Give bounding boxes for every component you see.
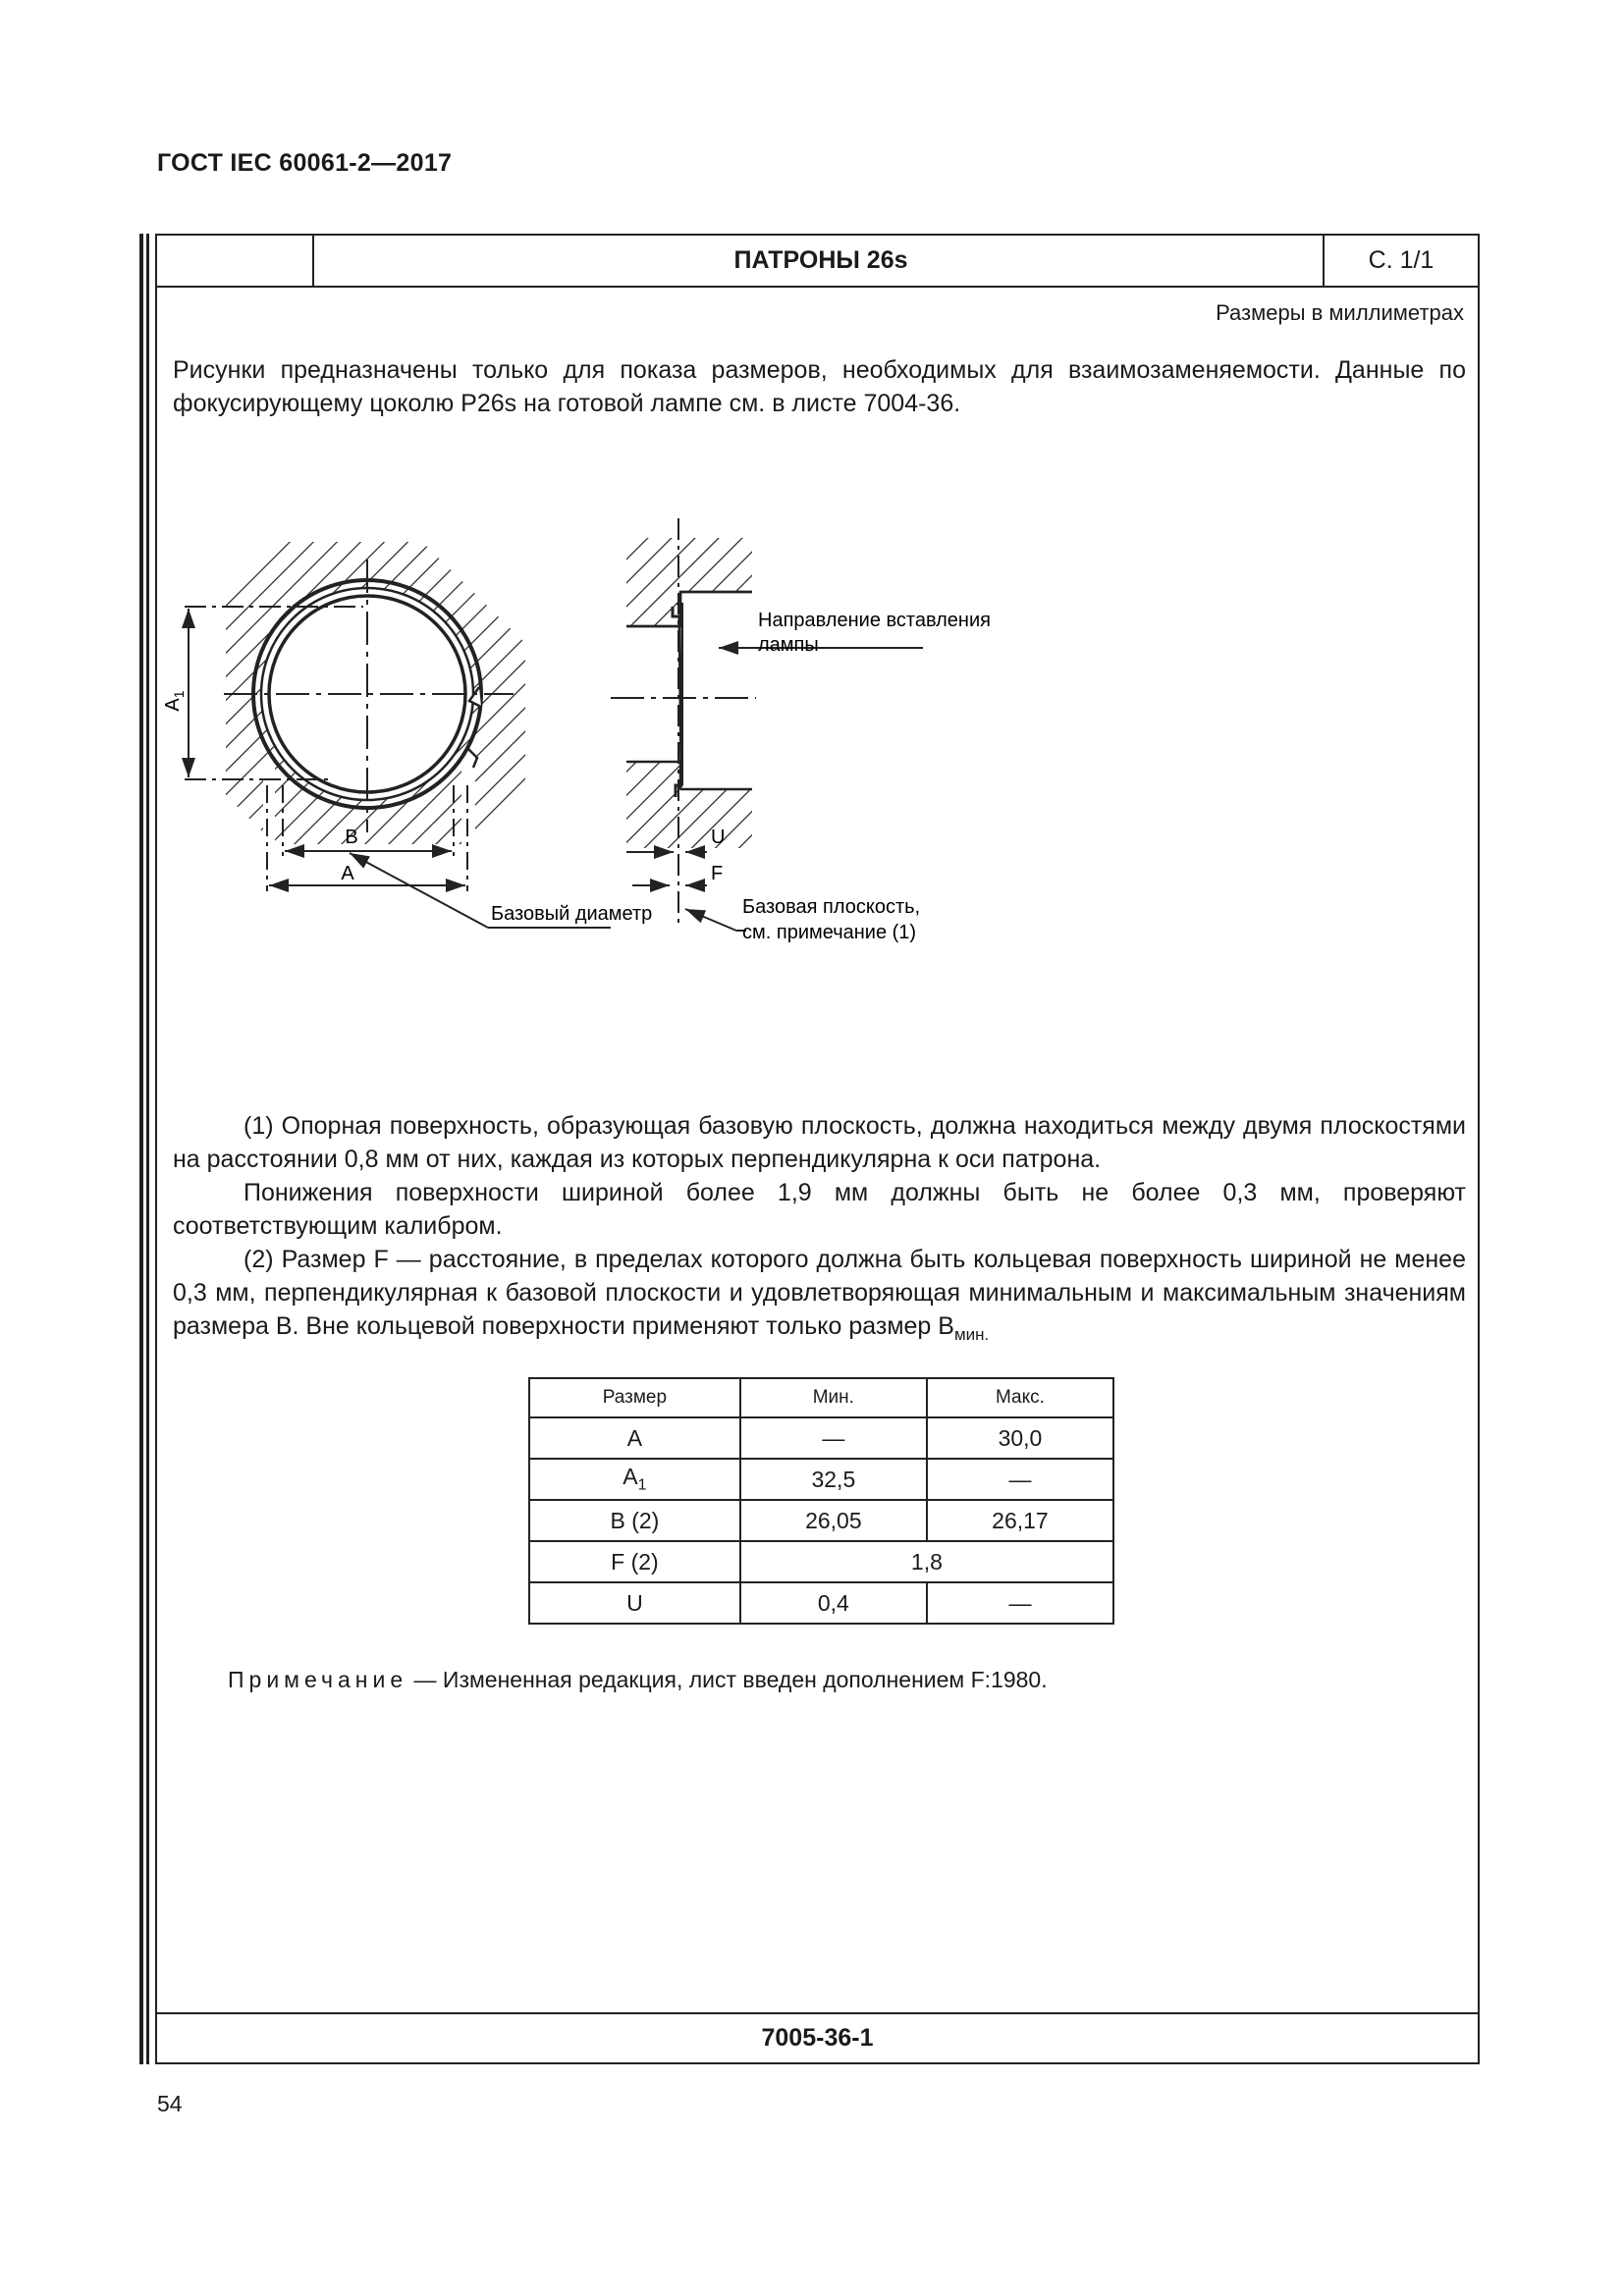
table-cell-name: A (529, 1417, 740, 1459)
table-cell-min: — (740, 1417, 927, 1459)
sheet-title-row (157, 236, 1478, 288)
sheet-frame (155, 234, 1480, 2064)
table-header-cell: Мин. (740, 1378, 927, 1417)
table-row (529, 1582, 1113, 1624)
label-u: U (711, 827, 726, 848)
table-cell-max: 30,0 (927, 1417, 1113, 1459)
table-cell-name: $A_1$ (529, 1459, 740, 1500)
socket-section-view (157, 461, 611, 928)
table-header-cell: Макс. (927, 1378, 1113, 1417)
document-header: ГОСТ IEC 60061-2—2017 (157, 149, 453, 177)
label-insert-direction-2: лампы (758, 634, 819, 656)
socket-side-view (611, 518, 923, 931)
label-base-diameter: Базовый диаметр (491, 903, 653, 925)
units-note: Размеры в миллиметрах (1216, 300, 1464, 325)
label-f: F (711, 863, 724, 884)
label-base-plane-2: см. примечание (1) (742, 922, 917, 943)
page-reference: С. 1/1 (1323, 236, 1478, 286)
table-row (529, 1541, 1113, 1582)
table-row (529, 1459, 1113, 1500)
table-cell-max: — (927, 1459, 1113, 1500)
notes-block (173, 1109, 1466, 1352)
dimensions-table (528, 1377, 1114, 1625)
page-number: 54 (157, 2091, 183, 2116)
footnote-text: — Измененная редакция, лист введен дополнением F:1980. (407, 1667, 1048, 1692)
table-header-cell: Размер (529, 1378, 740, 1417)
table-cell-name: F (2) (529, 1541, 740, 1582)
binding-bar (139, 234, 143, 2064)
table-cell-name: U (529, 1582, 740, 1624)
table-cell-max: — (927, 1582, 1113, 1624)
table-cell-min: 0,4 (740, 1582, 927, 1624)
footnote (228, 1667, 1048, 1693)
title-left-cell (157, 236, 314, 286)
table-cell-merged: 1,8 (740, 1541, 1113, 1582)
note-1b: Понижения поверхности шириной более 1,9 мм должны быть не более 0,3 мм, проверяют соответствующим калибром. (173, 1179, 1466, 1240)
table-header-row (529, 1378, 1113, 1417)
table-cell-name: B (2) (529, 1500, 740, 1541)
technical-drawing (157, 461, 1478, 1099)
note-2: (2) Размер F — расстояние, в пределах которого должна быть кольцевая поверхность шириной не менее 0,3 мм, перпендикулярная к базовой плоскости и удовлетворяющая минимальным и максимальным значениям размера B. Вне кольцевой поверхности применяют только размер $B_{мин.}$ (173, 1246, 1466, 1344)
label-b: B (345, 827, 358, 848)
sheet-code: 7005-36-1 (157, 2012, 1478, 2062)
sheet-title: ПАТРОНЫ 26s (733, 246, 908, 274)
label-a: A (341, 863, 354, 884)
table-cell-min: 32,5 (740, 1459, 927, 1500)
table-cell-min: 26,05 (740, 1500, 927, 1541)
label-a1: $A_1$ (162, 690, 187, 712)
table-cell-max: 26,17 (927, 1500, 1113, 1541)
note-1: (1) Опорная поверхность, образующая базовую плоскость, должна находиться между двумя плоскостями на расстоянии 0,8 мм от них, каждая из которых перпендикулярна к оси патрона. (173, 1112, 1466, 1173)
table-row (529, 1500, 1113, 1541)
intro-paragraph: Рисунки предназначены только для показа размеров, необходимых для взаимозаменяемости. Данные по фокусирующему цоколю P26s на готовой лампе см. в листе 7004-36. (173, 356, 1466, 417)
footnote-label: Примечание (228, 1667, 408, 1692)
binding-bar (146, 234, 149, 2064)
label-insert-direction: Направление вставления (758, 610, 991, 631)
table-row (529, 1417, 1113, 1459)
label-base-plane: Базовая плоскость, (742, 896, 921, 918)
